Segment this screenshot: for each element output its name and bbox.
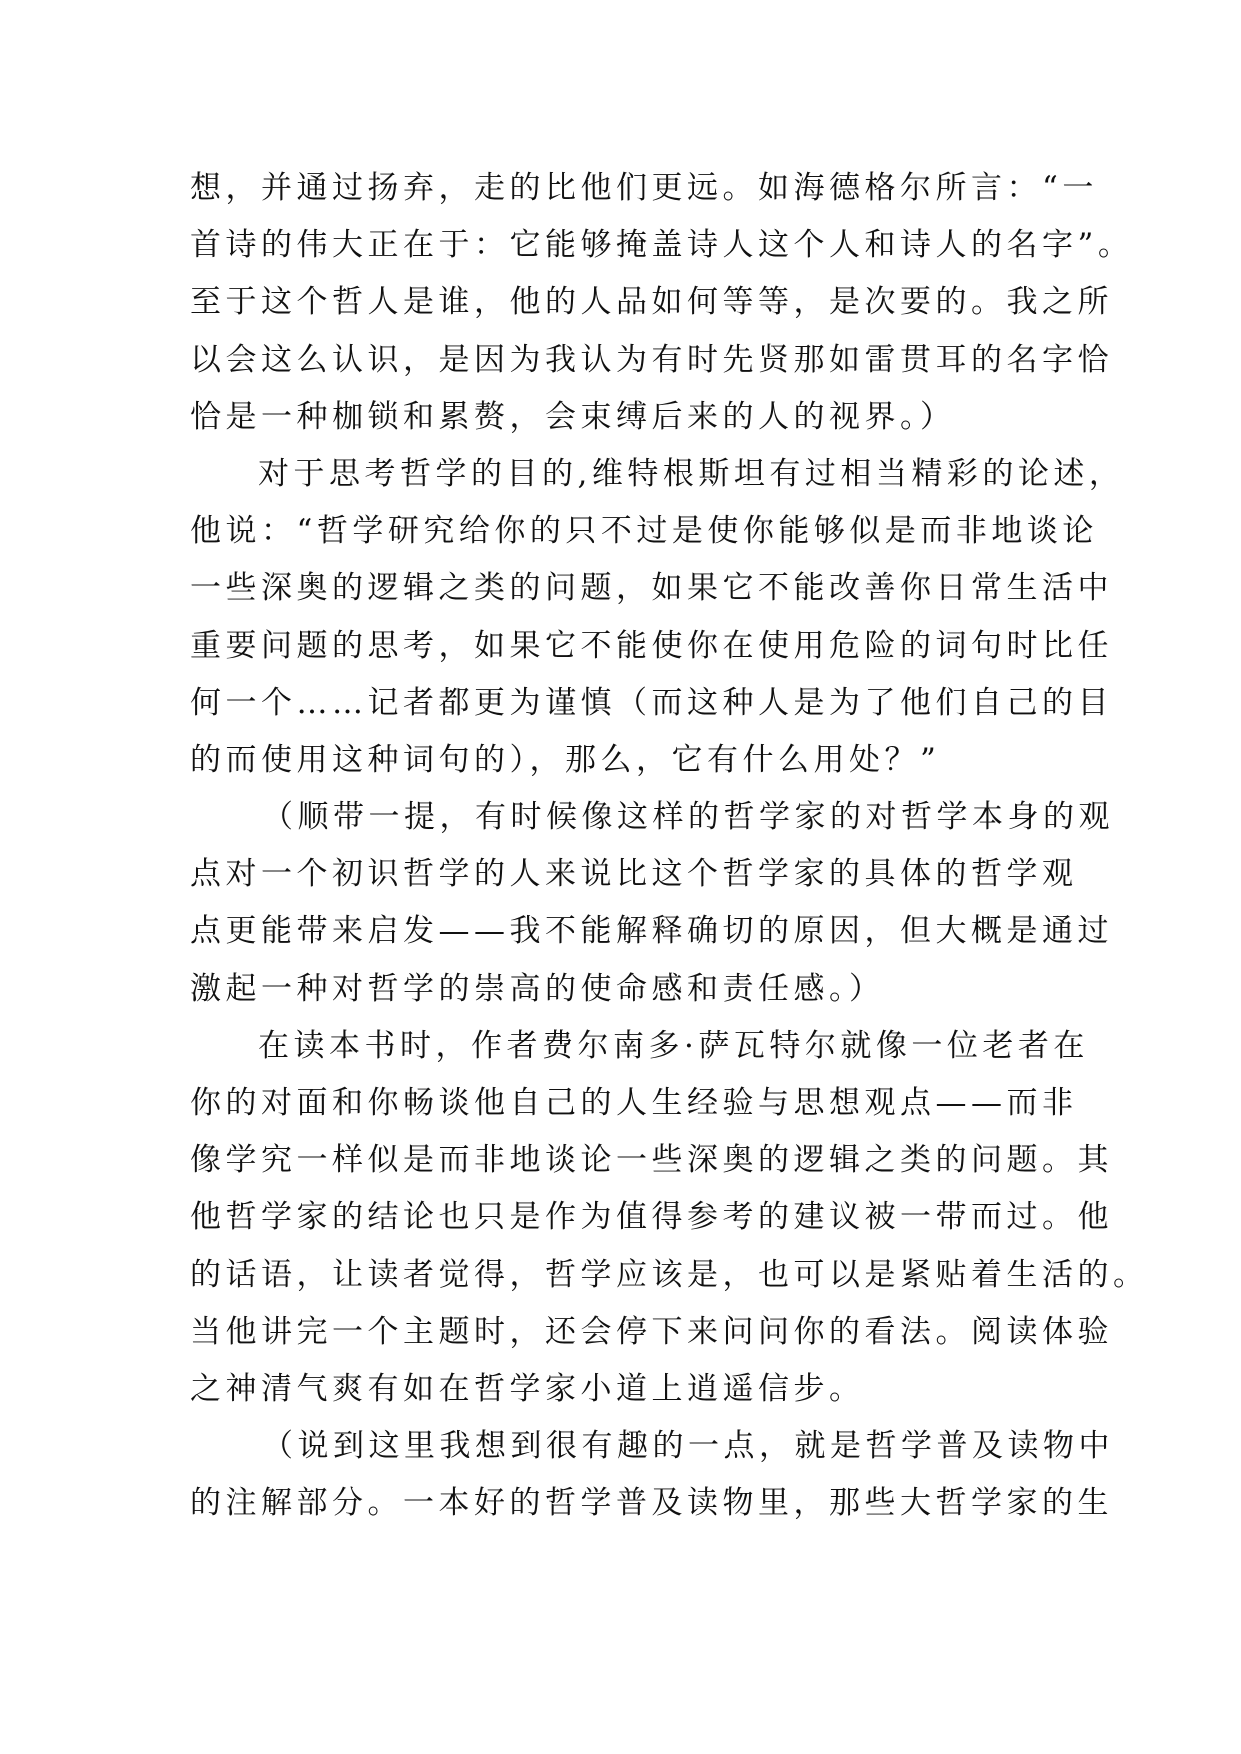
text-line: 点对一个初识哲学的人来说比这个哲学家的具体的哲学观 [190,856,1078,893]
text-line: 以会这么认识，是因为我认为有时先贤那如雷贯耳的名字恰 [190,341,1113,378]
text-line: 你的对面和你畅谈他自己的人生经验与思想观点——而非 [190,1085,1078,1121]
text-line: 对于思考哲学的目的,维特根斯坦有过相当精彩的论述， [258,455,1125,492]
text-line: 恰是一种枷锁和累赘，会束缚后来的人的视界。） [190,398,956,435]
body-text [190,160,1149,1533]
paragraph-continuation [190,160,1134,446]
text-line: 至于这个哲人是谁，他的人品如何等等，是次要的。我之所 [190,284,1113,321]
text-line: 激起一种对哲学的崇高的使命感和责任感。） [190,970,885,1007]
text-line: 他哲学家的结论也只是作为值得参考的建议被一带而过。他 [190,1199,1113,1236]
text-line: 点更能带来启发——我不能解释确切的原因，但大概是通过 [190,913,1113,950]
text-line: 他说：“哲学研究给你的只不过是使你能够似是而非地谈论 [190,513,1098,550]
text-line: 当他讲完一个主题时，还会停下来问问你的看法。阅读体验 [190,1313,1113,1350]
text-line: 的注解部分。一本好的哲学普及读物里，那些大哲学家的生 [190,1485,1113,1522]
paragraph-aside-2 [190,1418,1114,1532]
text-line: 之神清气爽有如在哲学家小道上逍遥信步。 [190,1370,865,1407]
paragraph-savater [190,1018,1149,1418]
text-line: （说到这里我想到很有趣的一点，就是哲学普及读物中 [262,1428,1114,1465]
text-line: 想，并通过扬弃，走的比他们更远。如海德格尔所言：“一 [190,170,1098,206]
text-line: 的话语，让读者觉得，哲学应该是，也可以是紧贴着生活的。 [190,1256,1149,1293]
text-line: 在读本书时，作者费尔南多·萨瓦特尔就像一位老者在 [258,1027,1089,1064]
text-line: 何一个……记者都更为谨慎（而这种人是为了他们自己的目 [190,684,1113,721]
text-line: 一些深奥的逻辑之类的问题，如果它不能改善你日常生活中 [190,570,1113,607]
text-line: 像学究一样似是而非地谈论一些深奥的逻辑之类的问题。其 [190,1142,1113,1179]
text-line: 首诗的伟大正在于：它能够掩盖诗人这个人和诗人的名字”。 [190,227,1134,264]
text-line: 的而使用这种词句的），那么，它有什么用处？” [190,741,941,778]
paragraph-wittgenstein [190,446,1125,789]
text-line: （顺带一提，有时候像这样的哲学家的对哲学本身的观 [262,799,1114,836]
paragraph-aside-1 [190,789,1114,1018]
text-line: 重要问题的思考，如果它不能使你在使用危险的词句时比任 [190,627,1113,664]
